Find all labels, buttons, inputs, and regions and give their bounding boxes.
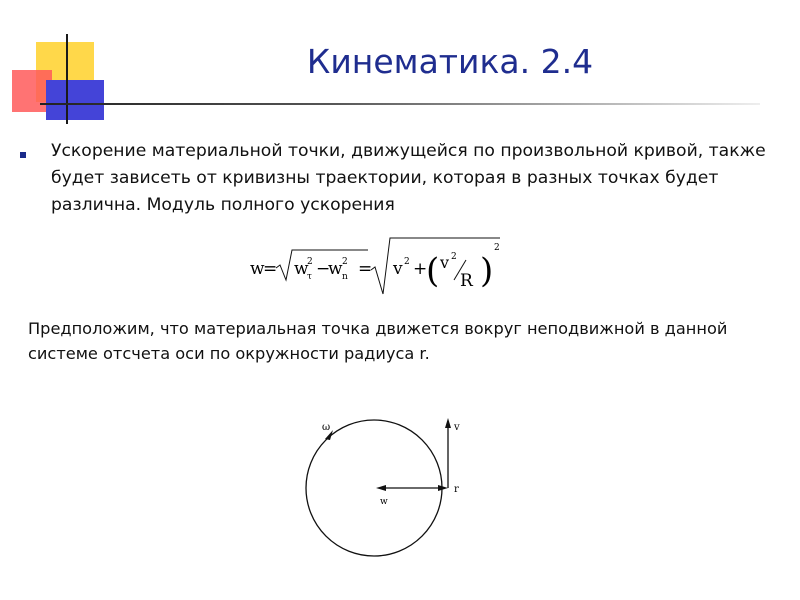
velocity-arrow-head (445, 418, 451, 428)
velocity-label: v (454, 422, 460, 433)
formula-w-tau-exp: 2 (307, 257, 313, 267)
acceleration-arrow-head (376, 485, 386, 491)
omega-label: ω (322, 422, 331, 433)
formula-w-n-exp: 2 (342, 257, 348, 267)
formula-tau-sub: τ (307, 272, 312, 282)
formula-eq1: = (263, 259, 278, 279)
formula-v-exp: 2 (404, 257, 410, 267)
formula-w-tau: w (294, 259, 309, 279)
slide-title: Кинематика. 2.4 (306, 42, 594, 81)
formula-lpar: ( (426, 251, 440, 291)
formula-lhs: w (250, 259, 265, 279)
radius-label: r (454, 484, 459, 495)
formula-v: v (393, 259, 403, 279)
formula-R: R (460, 271, 473, 291)
acceleration-formula (248, 232, 518, 302)
decor-vertical-line (66, 34, 68, 124)
paragraph-circular-motion: Предположим, что материальная точка движется вокруг неподвижной в данной системе отсчета оси по окружности радиуса r. (28, 319, 728, 363)
acceleration-label: w (380, 497, 388, 507)
formula-w-n: w (328, 259, 343, 279)
formula-n-sub: n (342, 272, 348, 282)
decor-title-underline (40, 103, 760, 105)
formula-minus: − (316, 259, 331, 279)
paragraph-acceleration: Ускорение материальной точки, движущейся по произвольной кривой, также будет зависеть от кривизны траектории, которая в разных точках будет различна. Модуль полного ускорения (51, 141, 766, 215)
radius-arrow-head (438, 485, 448, 491)
formula-v2-exp: 2 (451, 252, 457, 262)
circular-motion-diagram (300, 408, 480, 588)
decor-blue-square (46, 80, 104, 120)
formula-rpar: ) (480, 251, 494, 291)
formula-eq2: = (358, 259, 373, 279)
formula-v2: v (440, 253, 450, 272)
formula-plus: + (413, 259, 428, 279)
bullet-marker (20, 152, 26, 158)
formula-outer-exp: 2 (494, 243, 500, 253)
